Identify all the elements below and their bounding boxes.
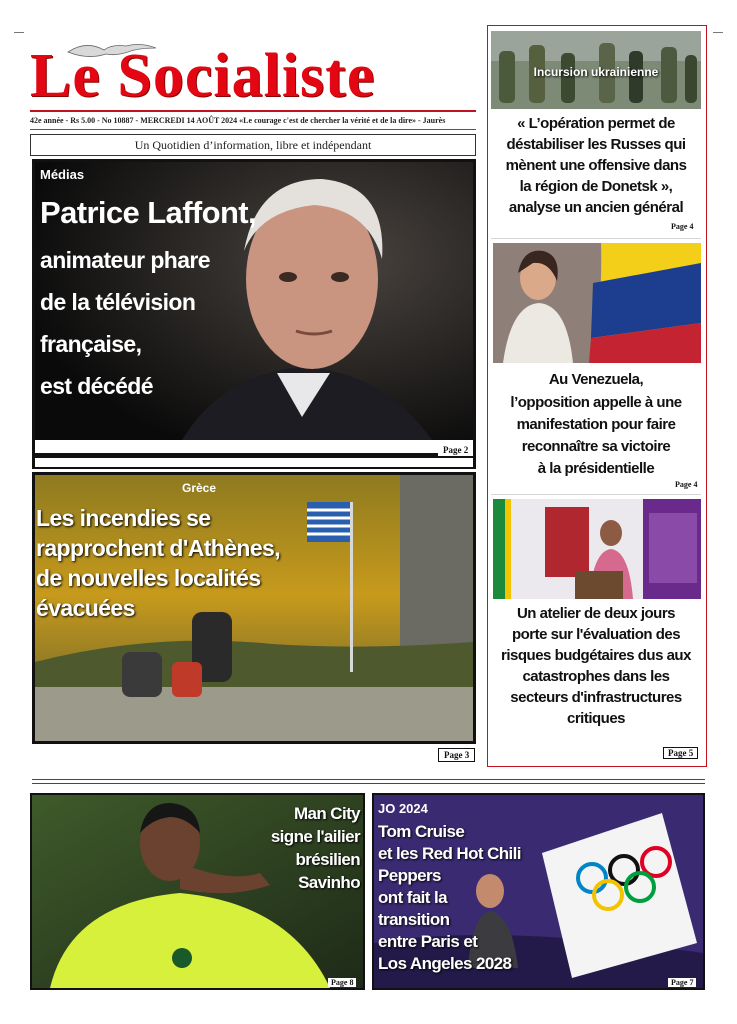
lead-story[interactable]: [32, 159, 476, 456]
jo-headline-line: Los Angeles 2028: [378, 954, 512, 973]
jo-headline-line: et les Red Hot Chili: [378, 844, 521, 863]
crop-mark: [713, 32, 723, 33]
crop-mark: [14, 32, 24, 33]
lead-category: Médias: [40, 167, 85, 182]
tagline: Un Quotidien d’information, libre et indépendant: [30, 134, 476, 156]
masthead-rule: [30, 110, 476, 112]
speaker-podium-photo: [493, 499, 701, 599]
sidebar-divider: [491, 238, 701, 239]
venezuela-headline-line[interactable]: reconnaître sa victoire: [521, 438, 671, 455]
greece-story[interactable]: [32, 472, 476, 744]
jo-headline-line: Tom Cruise: [378, 822, 465, 841]
mancity-page-ref[interactable]: Page 8: [328, 978, 356, 987]
ukraine-headline-line[interactable]: analyse un ancien général: [508, 199, 684, 216]
venezuela-story-photo[interactable]: [493, 243, 701, 363]
masthead[interactable]: [30, 42, 478, 110]
jo-headline-line: Peppers: [378, 866, 441, 885]
mancity-headline-line: brésilien: [295, 850, 360, 869]
ukraine-page-ref[interactable]: Page 4: [668, 222, 696, 231]
venezuela-headline-line[interactable]: à la présidentielle: [537, 460, 655, 477]
greece-headline-line: évacuées: [36, 595, 135, 621]
venezuela-headline-line[interactable]: l’opposition appelle à une: [510, 394, 682, 411]
issue-info: 42e année - Rs 5.00 - No 10887 - MERCREDI 14 AOÛT 2024 «Le courage c'est de chercher la vérité et de la dire» - Jaurès: [30, 116, 446, 125]
workshop-headline-line[interactable]: Un atelier de deux jours: [516, 605, 676, 622]
ukraine-headline-line[interactable]: mènent une offensive dans: [505, 157, 687, 174]
lead-bottom-bar-inner: [35, 458, 473, 467]
ukraine-overlay-label: Incursion ukrainienne: [533, 65, 659, 79]
workshop-headline-line[interactable]: catastrophes dans les: [522, 668, 670, 685]
ukraine-headline-line[interactable]: « L’opération permet de: [517, 115, 675, 132]
section-rule: [32, 783, 705, 784]
jo-category: JO 2024: [378, 801, 428, 816]
workshop-page-ref[interactable]: Page 5: [663, 747, 698, 759]
venezuela-page-ref[interactable]: Page 4: [672, 480, 700, 489]
greece-category: Grèce: [182, 481, 217, 495]
mancity-headline-line: Man City: [293, 804, 360, 823]
mancity-headline-line: signe l'ailier: [270, 827, 360, 846]
workshop-story-photo[interactable]: [493, 499, 701, 599]
workshop-headline-line[interactable]: critiques: [566, 710, 626, 727]
workshop-headline-line[interactable]: secteurs d'infrastructures: [510, 689, 682, 706]
ukraine-headline-line[interactable]: la région de Donetsk »,: [519, 178, 673, 195]
lead-headline-line: est décédé: [40, 373, 153, 399]
jo-story[interactable]: [372, 793, 705, 990]
greece-headline-line: rapprochent d'Athènes,: [36, 535, 281, 561]
info-rule: [30, 129, 476, 130]
section-rule: [32, 779, 705, 780]
mancity-story[interactable]: [30, 793, 365, 990]
lead-headline-line: animateur phare: [40, 247, 210, 273]
politician-flag-photo: [493, 243, 701, 363]
workshop-headline-line[interactable]: risques budgétaires dus aux: [501, 647, 691, 664]
newspaper-title: Le Socialiste: [30, 42, 376, 110]
venezuela-headline-line[interactable]: Au Venezuela,: [548, 371, 644, 388]
jo-headline-line: entre Paris et: [378, 932, 478, 951]
workshop-headline-line[interactable]: porte sur l'évaluation des: [511, 626, 681, 643]
lead-headline-line: de la télévision: [40, 289, 196, 315]
lead-headline-name: Patrice Laffont,: [40, 195, 257, 230]
greece-headline-line: de nouvelles localités: [36, 565, 261, 591]
venezuela-headline-line[interactable]: manifestation pour faire: [516, 416, 676, 433]
greece-headline-line: Les incendies se: [36, 505, 211, 531]
jo-headline-line: transition: [378, 910, 450, 929]
lead-headline-line: française,: [40, 331, 142, 357]
mancity-headline-line: Savinho: [298, 873, 360, 892]
jo-headline-line: ont fait la: [378, 888, 447, 907]
greece-page-ref[interactable]: Page 3: [438, 748, 475, 762]
lead-page-ref[interactable]: Page 2: [438, 444, 473, 456]
sidebar-divider: [491, 494, 701, 495]
ukraine-story-photo[interactable]: [491, 31, 701, 109]
ukraine-headline-line[interactable]: déstabiliser les Russes qui: [506, 136, 686, 153]
jo-page-ref[interactable]: Page 7: [668, 978, 696, 987]
